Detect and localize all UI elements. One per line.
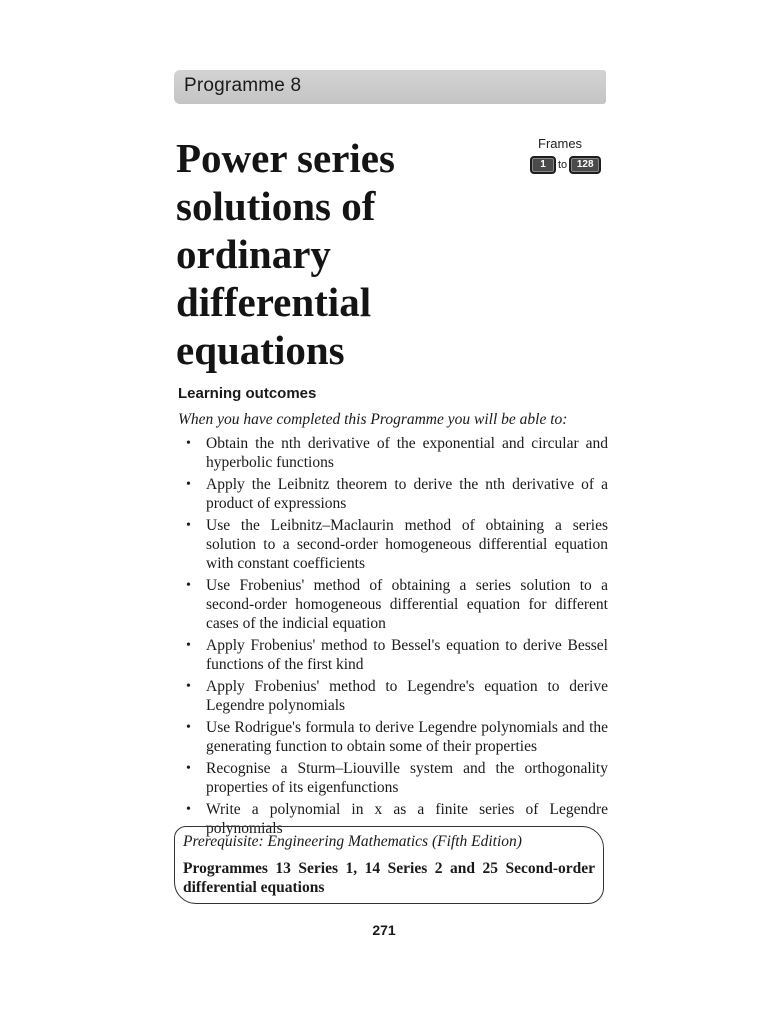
list-item-text: Apply Frobenius' method to Legendre's equation to derive Legendre polynomials [206,678,608,714]
programme-banner [174,70,606,104]
bullet-icon: • [186,802,191,817]
list-item [186,677,608,715]
chapter-title [176,134,506,374]
list-item [186,759,608,797]
title-line: Power series [176,135,395,181]
list-item [186,516,608,573]
programme-label: Programme 8 [184,75,302,96]
list-item [186,718,608,756]
bullet-icon: • [186,720,191,735]
frame-end-badge: 128 [569,156,601,174]
frames-label: Frames [538,136,583,151]
bullet-icon: • [186,761,191,776]
bullet-icon: • [186,477,191,492]
title-line: differential [176,279,372,325]
prerequisite-title: Prerequisite: Engineering Mathematics (Fifth Edition) [183,833,522,850]
frames-to-label: to [558,159,568,171]
bullet-icon: • [186,518,191,533]
page-number: 271 [372,922,396,938]
list-item-text: Obtain the nth derivative of the exponential and circular and hyperbolic functions [206,435,608,471]
list-item-text: Apply the Leibnitz theorem to derive the nth derivative of a product of expressions [206,476,608,512]
list-item [186,576,608,633]
learning-outcomes-heading: Learning outcomes [178,385,317,402]
list-item-text: Write a polynomial in x as a finite series of Legendre polynomials [206,801,608,837]
bullet-icon: • [186,679,191,694]
list-item-text: Use Frobenius' method of obtaining a series solution to a second-order homogeneous differential equation for different cases of the indicial equation [206,577,608,632]
list-item-text: Use the Leibnitz–Maclaurin method of obtaining a series solution to a second-order homogeneous differential equation with constant coefficients [206,517,608,572]
prerequisite-box [174,826,604,904]
learning-outcomes-list [186,434,608,841]
list-item [186,475,608,513]
list-item [186,434,608,472]
list-item-text: Recognise a Sturm–Liouville system and the orthogonality properties of its eigenfunctions [206,760,608,796]
title-line: equations [176,327,345,373]
list-item-text: Use Rodrigue's formula to derive Legendre polynomials and the generating function to obtain some of their properties [206,719,608,755]
bullet-icon: • [186,436,191,451]
learning-outcomes-intro: When you have completed this Programme you will be able to: [178,411,568,428]
frames-range [530,156,601,174]
list-item [186,636,608,674]
frame-start-badge: 1 [530,156,556,174]
prerequisite-body: Programmes 13 Series 1, 14 Series 2 and 25 Second-order differential equations [183,860,595,896]
bullet-icon: • [186,638,191,653]
title-line: ordinary [176,231,331,277]
bullet-icon: • [186,578,191,593]
title-line: solutions of [176,183,376,229]
list-item-text: Apply Frobenius' method to Bessel's equation to derive Bessel functions of the first kind [206,637,608,673]
